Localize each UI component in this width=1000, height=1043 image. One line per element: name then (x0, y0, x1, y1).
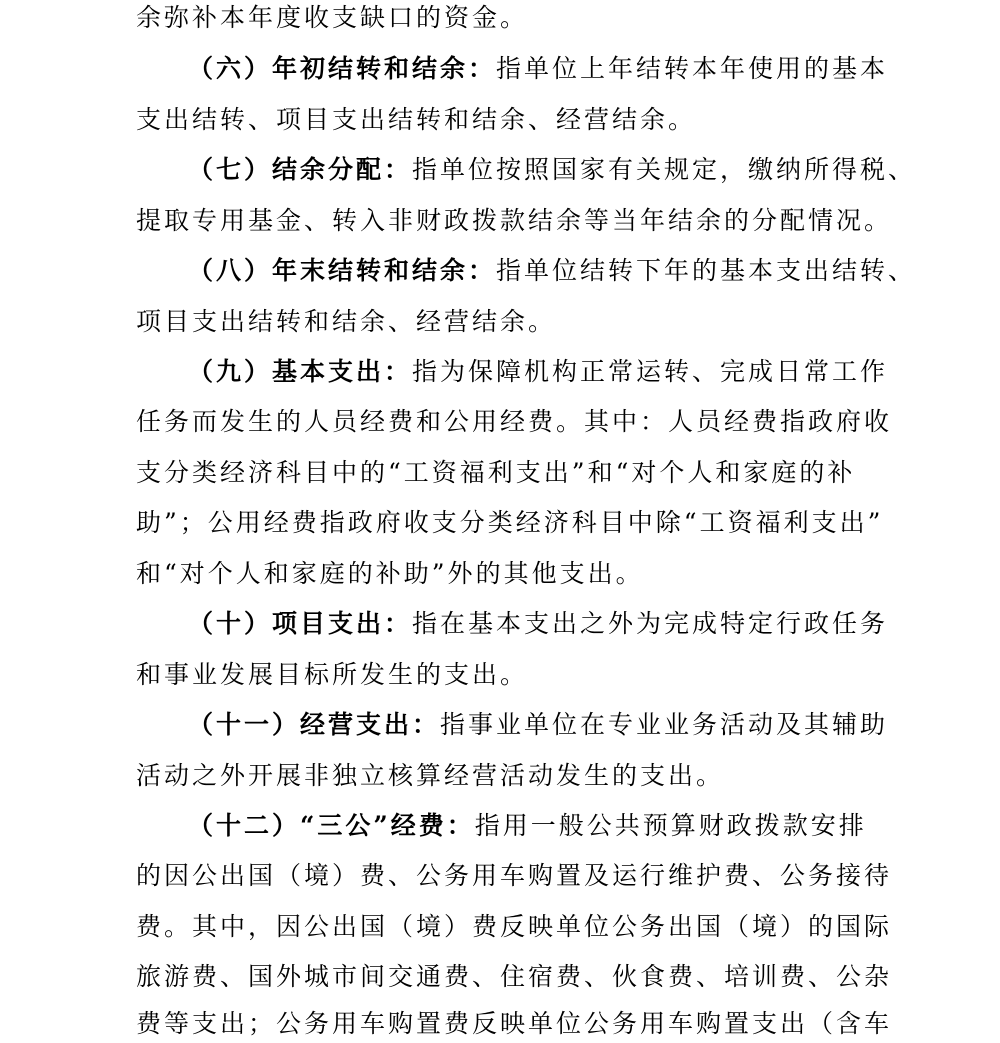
text-line: 提取专用基金、转入非财政拨款结余等当年结余的分配情况。 (136, 206, 893, 235)
section-eight-line: （八）年末结转和结余：指单位结转下年的基本支出结转、 (188, 256, 917, 285)
section-heading: （六）年初结转和结余： (188, 54, 497, 83)
text-line: 和事业发展目标所发生的支出。 (136, 660, 529, 689)
section-ten-line: （十）项目支出：指在基本支出之外为完成特定行政任务 (188, 609, 889, 638)
text-line: 余弥补本年度收支缺口的资金。 (136, 3, 529, 32)
section-heading: （十）项目支出： (188, 609, 413, 638)
text-line: 费等支出；公务用车购置费反映单位公务用车购置支出（含车 (136, 1009, 893, 1038)
text-line: 活动之外开展非独立核算经营活动发生的支出。 (136, 761, 725, 790)
section-eleven-line: （十一）经营支出：指事业单位在专业业务活动及其辅助 (188, 710, 889, 739)
text-line: 的因公出国（境）费、公务用车购置及运行维护费、公务接待 (136, 861, 893, 890)
text-line: 任务而发生的人员经费和公用经费。其中：人员经费指政府收 (136, 407, 893, 436)
text-line: 和“对个人和家庭的补助”外的其他支出。 (136, 559, 644, 588)
section-heading: （七）结余分配： (188, 155, 413, 184)
section-heading: （八）年末结转和结余： (188, 256, 497, 285)
section-heading: （十一）经营支出： (188, 710, 441, 739)
text-line: 项目支出结转和结余、经营结余。 (136, 307, 557, 336)
text-line: 旅游费、国外城市间交通费、住宿费、伙食费、培训费、公杂 (136, 962, 893, 991)
text-line: 费。其中，因公出国（境）费反映单位公务出国（境）的国际 (136, 912, 893, 941)
text-line: 助”；公用经费指政府收支分类经济科目中除“工资福利支出” (136, 508, 884, 537)
section-nine-line: （九）基本支出：指为保障机构正常运转、完成日常工作 (188, 357, 889, 386)
section-seven-line: （七）结余分配：指单位按照国家有关规定，缴纳所得税、 (188, 155, 917, 184)
section-heading: （十二）“三公”经费： (188, 811, 475, 840)
section-six-line: （六）年初结转和结余：指单位上年结转本年使用的基本 (188, 54, 889, 83)
text-line: 支分类经济科目中的“工资福利支出”和“对个人和家庭的补 (136, 458, 856, 487)
text-line: 支出结转、项目支出结转和结余、经营结余。 (136, 105, 697, 134)
section-twelve-line: （十二）“三公”经费：指用一般公共预算财政拨款安排 (188, 811, 867, 840)
section-heading: （九）基本支出： (188, 357, 413, 386)
